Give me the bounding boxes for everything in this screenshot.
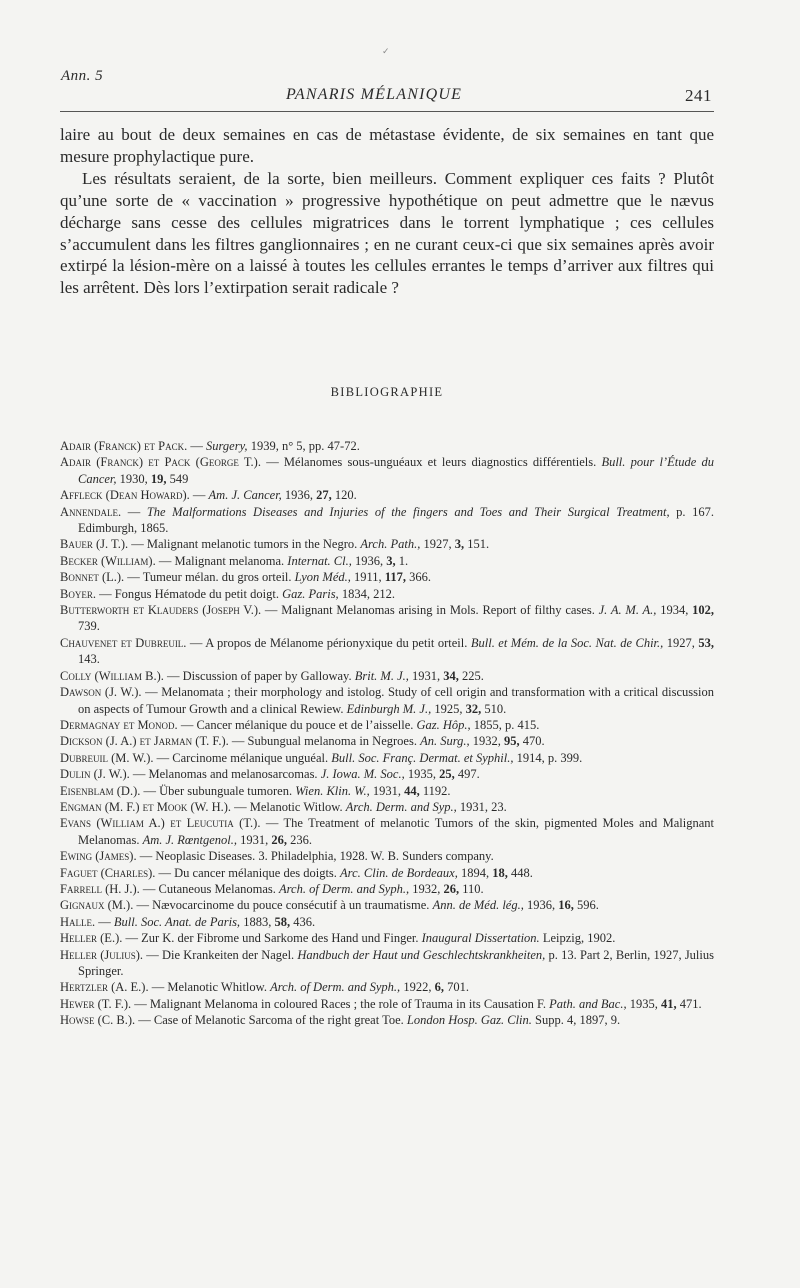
- ref-pages: 497.: [454, 767, 480, 782]
- bibliography-entry: [60, 717, 714, 733]
- bibliography-entry: [60, 668, 714, 684]
- ref-volume: 58,: [274, 914, 291, 929]
- ref-author: Dermagnay et Monod.: [60, 717, 178, 732]
- ref-text: — Malignant Melanomas arising in Mols. Report of filthy cases.: [261, 603, 599, 618]
- ref-text: — Malignant melanoma.: [155, 553, 288, 568]
- ref-journal: J. Iowa. M. Soc.,: [320, 767, 405, 782]
- ref-volume: 44,: [404, 783, 420, 798]
- ref-author: Colly (William B.).: [60, 668, 164, 683]
- ref-volume: 27,: [316, 488, 332, 503]
- ref-pages: 739.: [78, 619, 100, 634]
- ref-journal: Bull. Soc. Anat. de Paris,: [113, 914, 241, 929]
- ref-text: — Malignant melanotic tumors in the Negro.: [128, 537, 361, 552]
- ref-details: 1936,: [351, 553, 387, 568]
- ref-text: — Melanotic Witlow.: [231, 799, 346, 814]
- ref-journal: Bull. Soc. Franç. Dermat. et Syphil.,: [331, 750, 514, 765]
- ref-author: Halle.: [60, 914, 96, 929]
- ref-author: Evans (William A.) et Leucutia (T.).: [60, 816, 261, 831]
- ref-pages: 366.: [405, 570, 431, 585]
- ref-text: — Melanotic Whitlow.: [148, 980, 271, 995]
- ref-details: 1931,: [408, 668, 444, 683]
- ref-volume: 53,: [698, 635, 714, 650]
- ref-text: — Cutaneous Melanomas.: [139, 881, 280, 896]
- ref-details: 1932,: [409, 881, 444, 896]
- ref-author: Dulin (J. W.).: [60, 767, 130, 782]
- ref-details: 1934,: [656, 603, 693, 618]
- bibliography-entry: [60, 602, 714, 635]
- ref-pages: 549: [166, 471, 189, 486]
- bibliography-entry: [60, 504, 714, 537]
- ref-details: 1935,: [626, 996, 661, 1011]
- ref-text: — Du cancer mélanique des doigts.: [155, 865, 341, 880]
- ref-pages: 143.: [78, 652, 100, 667]
- ref-volume: 95,: [504, 734, 520, 749]
- ref-author: Ewing (James).: [60, 849, 137, 864]
- ref-journal: Brit. M. J.,: [354, 668, 409, 683]
- page-number: 241: [685, 86, 712, 105]
- ref-details: 1927,: [420, 537, 455, 552]
- ref-text: — Mélanomes sous-unguéaux et leurs diagnostics différentiels.: [260, 455, 602, 470]
- ref-author: Bauer (J. T.).: [60, 537, 129, 552]
- ref-pages: 448.: [507, 865, 533, 880]
- ref-text: —: [187, 439, 207, 453]
- bibliography-entry: [60, 897, 714, 913]
- paragraph: Les résultats seraient, de la sorte, bien meilleurs. Comment expliquer ces faits ? Plutôt qu’une sorte de « vaccination » progressive hypothétique on peut admettre que le nævus décharge sans cesse des cellules migratrices dans le torrent lymphatique ; ces cellules s’accumulent dans les filtres ganglionnaires ; en ne curant ceux-ci que six semaines après avoir extirpé la lésion-mère on a laissé à toutes les cellules errantes le temps d’arriver aux filtres qui les arrêtent. Dès lors l’extirpation serait radicale ?: [60, 168, 714, 298]
- bibliography-entry: [60, 553, 714, 569]
- ref-text: — Subungual melanoma in Negroes.: [228, 734, 421, 749]
- bibliography-entry: [60, 684, 714, 717]
- ref-volume: 6,: [434, 980, 444, 995]
- ref-journal: Path. and Bac.,: [549, 996, 627, 1011]
- ref-volume: 117,: [384, 570, 406, 585]
- bibliography-entry: [60, 733, 714, 749]
- ref-journal: Surgery,: [206, 439, 248, 453]
- bibliography-title: BIBLIOGRAPHIE: [330, 385, 444, 399]
- ref-details: 1883,: [240, 914, 275, 929]
- ref-text: — Carcinome mélanique unguéal.: [153, 750, 332, 765]
- ref-volume: 102,: [692, 603, 715, 618]
- ref-author: Dawson (J. W.).: [60, 685, 142, 700]
- ref-journal: Am. J. Rœntgenol.,: [142, 832, 238, 847]
- ref-volume: 34,: [443, 668, 459, 683]
- ref-pages: 151.: [464, 537, 490, 552]
- bibliography-entry: [60, 930, 714, 946]
- ref-text: —: [121, 504, 147, 519]
- ref-author: Annendale.: [60, 504, 122, 519]
- ref-details: p. 13. Part 2, Berlin, 1927, Julius Springer.: [78, 947, 714, 978]
- ref-details: 1855, p. 415.: [470, 717, 540, 732]
- ref-details: 1932,: [469, 734, 504, 749]
- ref-details: 1931, 23.: [456, 799, 507, 814]
- bibliography-entry: [60, 799, 714, 815]
- ref-text: — Fongus Hématode du petit doigt.: [95, 586, 283, 601]
- ref-journal: Arch. Derm. and Syp.,: [345, 799, 457, 814]
- ref-author: Engman (M. F.) et Mook (W. H.).: [60, 799, 232, 814]
- ref-author: Faguet (Charles).: [60, 865, 156, 880]
- ref-details: Supp. 4, 1897, 9.: [531, 1013, 621, 1028]
- ref-details: p. 167. Edimburgh, 1865.: [78, 504, 714, 536]
- ref-details: 1911,: [350, 570, 385, 585]
- ref-text: — Case of Melanotic Sarcoma of the right great Toe.: [135, 1013, 407, 1028]
- ref-journal: Lyon Méd.,: [294, 570, 351, 585]
- ref-text: — Die Krankeiten der Nagel.: [143, 947, 298, 962]
- ref-text: — Tumeur mélan. du gros orteil.: [124, 570, 295, 585]
- ref-pages: 596.: [573, 898, 599, 913]
- ref-details: Leipzig, 1902.: [539, 931, 616, 946]
- ref-volume: 32,: [465, 701, 482, 716]
- body-text: [60, 124, 714, 299]
- ref-volume: 25,: [439, 767, 455, 782]
- ref-details: 1834, 212.: [338, 586, 395, 601]
- bibliography-entry: [60, 454, 714, 487]
- ref-text: — Cancer mélanique du pouce et de l’aisselle.: [177, 717, 417, 732]
- ref-volume: 26,: [271, 832, 288, 847]
- bibliography-entry: [60, 635, 714, 668]
- bibliography-entry: [60, 766, 714, 782]
- ref-journal: Edinburgh M. J.,: [346, 701, 432, 716]
- bibliography-entry: [60, 914, 714, 930]
- bibliography-entry: [60, 979, 714, 995]
- ref-details: 1894,: [457, 865, 493, 880]
- ref-details: 1931,: [369, 783, 405, 798]
- ref-volume: 18,: [492, 865, 508, 880]
- ref-journal: Arch. of Derm. and Syph.,: [270, 980, 401, 995]
- ref-journal: Wien. Klin. W.,: [295, 783, 370, 798]
- bibliography-entry: [60, 996, 714, 1012]
- ref-pages: 701.: [443, 980, 469, 995]
- ref-volume: 41,: [660, 996, 677, 1011]
- ref-author: Adair (Franck) et Pack.: [60, 439, 188, 453]
- ref-author: Howse (C. B.).: [60, 1013, 136, 1028]
- ref-author: Bonnet (L.).: [60, 570, 125, 585]
- ref-details: 1925,: [431, 701, 466, 716]
- paragraph: laire au bout de deux semaines en cas de métastase évidente, de six semaines en tant que mesure prophylactique pure.: [60, 125, 714, 166]
- ref-volume: 3,: [454, 537, 465, 552]
- ref-text: — Neoplasic Diseases. 3. Philadelphia, 1928. W. B. Sunders company.: [136, 849, 494, 864]
- ref-text: — Nævocarcinome du pouce consécutif à un traumatisme.: [133, 898, 433, 913]
- bibliography-entry: [60, 783, 714, 799]
- ref-details: 1922,: [400, 980, 435, 995]
- header-rule: [60, 111, 714, 112]
- ref-journal: J. A. M. A.,: [598, 603, 657, 618]
- ref-journal: The Malformations Diseases and Injuries of the fingers and Toes and Their Surgical Treatment,: [146, 504, 670, 519]
- bibliography-entry: [60, 569, 714, 585]
- ref-details: 1939, n° 5, pp. 47-72.: [247, 439, 360, 453]
- ref-text: — Malignant Melanoma in coloured Races ; the role of Trauma in its Causation F.: [131, 996, 550, 1011]
- ref-journal: Arc. Clin. de Bordeaux,: [340, 865, 458, 880]
- ref-journal: Gaz. Hôp.,: [416, 717, 471, 732]
- ref-details: 1931,: [237, 832, 272, 847]
- ref-author: Adair (Franck) et Pack (George T.).: [60, 455, 261, 470]
- ref-text: —: [189, 488, 209, 503]
- ref-journal: Arch. of Derm. and Syph.,: [279, 881, 410, 896]
- margin-mark: ✓: [382, 46, 390, 56]
- bibliography-list: [60, 438, 714, 1029]
- ref-volume: 16,: [558, 898, 574, 913]
- ref-text: — Discussion of paper by Galloway.: [163, 668, 355, 683]
- ref-author: Farrell (H. J.).: [60, 881, 140, 896]
- running-title: PANARIS MÉLANIQUE: [286, 86, 463, 103]
- ref-journal: Bull. et Mém. de la Soc. Nat. de Chir.,: [470, 635, 664, 650]
- ref-pages: 110.: [459, 881, 484, 896]
- ref-pages: 436.: [290, 914, 316, 929]
- bibliography-entry: [60, 865, 714, 881]
- ref-journal: Internat. Cl.,: [287, 553, 352, 568]
- bibliography-entry: [60, 848, 714, 864]
- ref-journal: London Hosp. Gaz. Clin.: [406, 1013, 532, 1028]
- ref-journal: Bull. pour l’Étude du Cancer,: [78, 455, 714, 486]
- bibliography-entry: [60, 1012, 714, 1028]
- ref-volume: 3,: [386, 553, 396, 568]
- ref-pages: 225.: [458, 668, 484, 683]
- ref-journal: Handbuch der Haut und Geschlechtskrankheiten,: [297, 947, 546, 962]
- ref-pages: 471.: [676, 996, 702, 1011]
- ref-text: — Melanomas and melanosarcomas.: [129, 767, 321, 782]
- ref-author: Dubreuil (M. W.).: [60, 750, 154, 765]
- ref-pages: 470.: [519, 734, 545, 749]
- ref-author: Dickson (J. A.) et Jarman (T. F.).: [60, 734, 229, 749]
- ref-details: 1936,: [523, 898, 559, 913]
- ref-text: — Über subunguale tumoren.: [140, 783, 296, 798]
- ref-pages: 120.: [331, 488, 357, 503]
- ref-text: — Melanomata ; their morphology and istolog. Study of cell origin and transformation with a critical discussion on aspects of Tumour Growth and a clinical Rewiew.: [78, 685, 715, 716]
- ref-pages: 510.: [481, 701, 507, 716]
- ref-journal: Ann. de Méd. lég.,: [432, 898, 524, 913]
- ref-text: — Zur K. der Fibrome und Sarkome des Hand und Finger.: [122, 931, 422, 946]
- ref-author: Affleck (Dean Howard).: [60, 488, 190, 503]
- ref-details: 1927,: [663, 635, 699, 650]
- ref-details: 1914, p. 399.: [513, 750, 583, 765]
- bibliography-entry: [60, 438, 714, 454]
- ref-volume: 19,: [150, 471, 167, 486]
- ref-author: Becker (William).: [60, 553, 156, 568]
- ref-author: Eisenblam (D.).: [60, 783, 141, 798]
- bibliography-entry: [60, 947, 714, 980]
- ref-pages: 1.: [395, 553, 409, 568]
- ref-author: Boyer.: [60, 586, 96, 601]
- ref-author: Chauvenet et Dubreuil.: [60, 635, 187, 650]
- ref-journal: Arch. Path.,: [360, 537, 421, 552]
- ref-journal: Gaz. Paris,: [282, 586, 339, 601]
- bibliography-entry: [60, 536, 714, 552]
- ref-pages: 236.: [287, 832, 313, 847]
- ref-details: 1936,: [281, 488, 317, 503]
- ref-author: Gignaux (M.).: [60, 898, 134, 913]
- ref-details: 1935,: [404, 767, 440, 782]
- ref-pages: 1192.: [419, 783, 451, 798]
- bibliography-entry: [60, 881, 714, 897]
- ref-author: Heller (E.).: [60, 931, 123, 946]
- bibliography-entry: [60, 750, 714, 766]
- ref-journal: Am. J. Cancer,: [208, 488, 282, 503]
- bibliography-entry: [60, 487, 714, 503]
- ref-text: — The Treatment of melanotic Tumors of the skin, pigmented Moles and Malignant Melanomas.: [78, 816, 714, 847]
- ref-author: Heller (Julius).: [60, 947, 144, 962]
- page: [60, 0, 714, 1288]
- ref-volume: 26,: [443, 881, 460, 896]
- ref-journal: An. Surg.,: [420, 734, 470, 749]
- ref-details: 1930,: [116, 471, 151, 486]
- bibliography-entry: [60, 586, 714, 602]
- running-header-left: Ann. 5: [61, 68, 104, 84]
- ref-author: Butterworth et Klauders (Joseph V.).: [60, 603, 262, 618]
- ref-journal: Inaugural Dissertation.: [421, 931, 540, 946]
- bibliography-entry: [60, 815, 714, 848]
- ref-text: —: [95, 914, 114, 929]
- ref-author: Hertzler (A. E.).: [60, 980, 149, 995]
- ref-author: Hewer (T. F.).: [60, 996, 132, 1011]
- ref-text: — A propos de Mélanome périonyxique du petit orteil.: [186, 635, 471, 650]
